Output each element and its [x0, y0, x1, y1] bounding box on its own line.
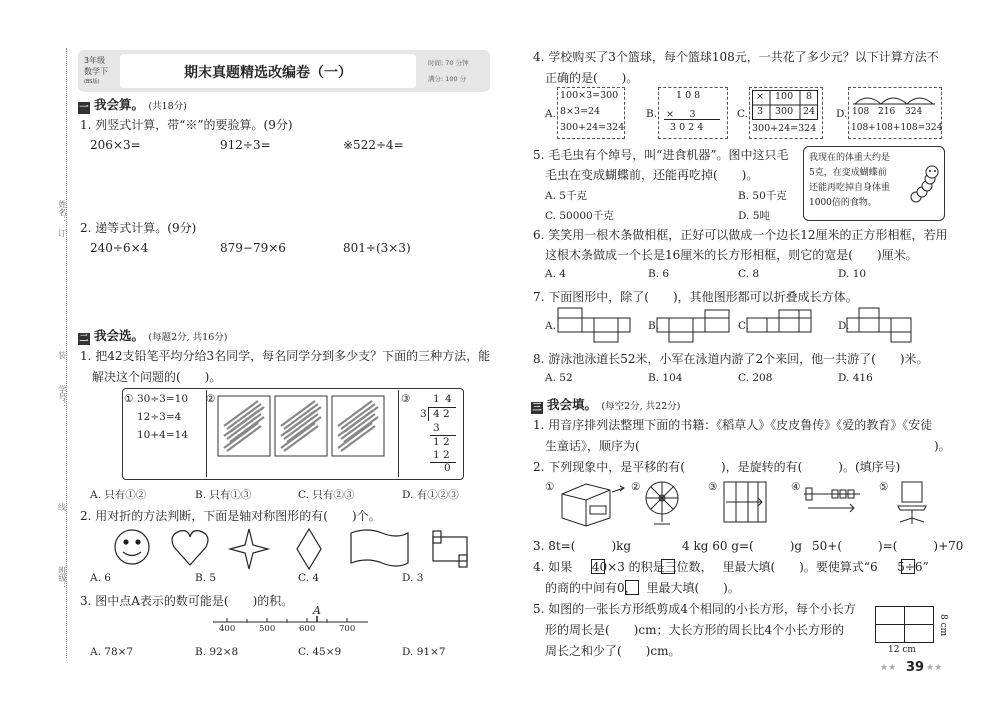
- r-q6-line2: 这根木条做成一个长是16厘米的长方形相框，则它的宽是( )厘米。: [545, 248, 918, 262]
- method-2-label: ②: [206, 393, 216, 405]
- s2-q1-opt: A. 只有①②: [90, 489, 147, 501]
- method-1-label: ①: [124, 393, 134, 405]
- number-line-tick: 400: [219, 624, 236, 634]
- binding-char-ding: 订: [58, 229, 66, 238]
- f3-part: 3. 8t=( )kg: [533, 539, 632, 553]
- bubble-line: 还能再吃掉自身体重: [809, 183, 891, 193]
- class-label: 班级：: [58, 566, 67, 590]
- abacus-icon: [804, 488, 860, 512]
- s2-q3-opt: C. 45×9: [298, 646, 342, 658]
- s1-q1: 1. 列竖式计算，带“※”的要验算。(9分): [80, 118, 293, 132]
- section-3-badge: 三: [532, 403, 542, 413]
- q6-opt: D. 10: [838, 268, 867, 280]
- s1-q1-item: 912÷3=: [220, 138, 271, 152]
- number-line-tick: 500: [259, 624, 276, 634]
- scroll-shape: [433, 531, 467, 567]
- q4-c-sum: 300+24=324: [752, 123, 817, 134]
- division-dividend: 4 2: [433, 408, 450, 420]
- pencil-group: [275, 396, 327, 456]
- q4-d-value: 324: [905, 107, 923, 117]
- method-3-label: ③: [401, 393, 411, 405]
- section-3-note: (每空2分, 共22分): [601, 401, 681, 412]
- division-quotient-digit: 4: [445, 393, 452, 405]
- q5-opt: B. 50千克: [738, 190, 787, 202]
- f2-num: ②: [631, 481, 641, 493]
- blank-box: [901, 559, 915, 574]
- f4-line1: 4. 如果 40×3 的积是三位数， 里最大填( )。要使算式“6 5÷6”: [533, 560, 929, 574]
- section-2-note: (每题2分, 共16分): [148, 332, 228, 343]
- r-q8: 8. 游泳池泳道长52米，小军在泳道内游了2个来回，他一共游了( )米。: [533, 352, 929, 366]
- r-q4-line2: 正确的是( )。: [545, 71, 639, 85]
- q4-option-letter: B.: [646, 108, 658, 120]
- rect-height-label: 8 cm: [938, 614, 948, 637]
- net-c: [747, 310, 811, 332]
- q4-option-letter: C.: [737, 108, 748, 120]
- flag-shape: [351, 530, 408, 566]
- q4-d-value: 216: [878, 107, 896, 117]
- s1-q2-item: 879−79×6: [220, 241, 286, 255]
- s2-q1-opt: B. 只有①③: [195, 489, 252, 501]
- fan-icon: [646, 482, 678, 524]
- division-step: 1 2: [433, 449, 450, 461]
- q5-opt: D. 5吨: [738, 210, 770, 222]
- rectangle-diagram: [875, 606, 937, 646]
- number-line-point-label: A: [313, 604, 321, 617]
- q4-c-cell: 8: [806, 91, 813, 102]
- q6-opt: C. 8: [738, 268, 760, 280]
- edition-label: (BS版): [84, 79, 100, 85]
- section-3-title: 我会填。: [547, 397, 598, 412]
- pencil-groups-illustration: [218, 396, 393, 458]
- q8-opt: C. 208: [738, 372, 773, 384]
- net-a: [558, 308, 630, 342]
- pencil-group: [332, 396, 384, 456]
- s2-q3-opt: B. 92×8: [195, 646, 239, 658]
- s1-q1-item: 206×3=: [90, 138, 141, 152]
- r-q7: 7. 下面图形中，除了( )，其他图形都可以折叠成长方体。: [533, 290, 858, 304]
- s2-q1-opt: D. 有①②③: [402, 489, 459, 501]
- division-step: 1 2: [433, 436, 450, 448]
- heart-shape: [172, 531, 208, 565]
- division-bracket: [428, 407, 429, 421]
- q6-opt: B. 6: [648, 268, 670, 280]
- s2-q2-opt: D. 3: [402, 572, 424, 584]
- method-1-line: 10+4=14: [137, 429, 188, 441]
- bubble-line: 5克，在变成蝴蝶前: [809, 168, 887, 178]
- name-label: 姓名：: [58, 200, 67, 224]
- f2: 2. 下列现象中，是平移的有( )，是旋转的有( )。(填序号): [533, 460, 901, 474]
- section-2-badge: 二: [79, 334, 89, 344]
- q5-opt: A. 5千克: [545, 190, 587, 202]
- q4-a-line: 8×3=24: [560, 106, 601, 117]
- blank-box: [625, 580, 639, 595]
- q4-b-line: 1 0 8: [676, 90, 701, 101]
- s2-q3: 3. 图中点A表示的数可能是( )的积。: [80, 594, 294, 608]
- q5-opt: C. 50000千克: [545, 210, 614, 222]
- q4-b-line: × 3: [666, 109, 696, 120]
- s2-q2-opt: C. 4: [298, 572, 320, 584]
- s1-q1-item: ※522÷4=: [343, 138, 404, 152]
- s1-q2: 2. 递等式计算。(9分): [80, 221, 197, 235]
- f2-num: ③: [708, 481, 718, 493]
- blank-box: [661, 559, 675, 574]
- section-1-note: (共18分): [148, 101, 187, 112]
- f3-part: 4 kg 60 g=( )g: [682, 539, 803, 553]
- q7-letter: B.: [648, 320, 660, 332]
- q7-letter: D.: [838, 320, 850, 332]
- pencil-group: [218, 396, 270, 456]
- page-number: 39: [906, 660, 925, 675]
- star-decoration: ★★: [880, 663, 897, 673]
- s2-q3-opt: D. 91×7: [402, 646, 446, 658]
- f5-line1: 5. 如图的一张长方形纸剪成4个相同的小长方形，每个小长方: [533, 602, 856, 616]
- smiley-shape: [115, 530, 149, 564]
- number-line-tick: 700: [339, 624, 356, 634]
- section-2-title: 我会选。: [94, 328, 145, 343]
- window-icon: [724, 482, 766, 522]
- blank-box: [591, 559, 605, 574]
- net-d: [847, 308, 911, 342]
- q4-c-cell: 300: [775, 106, 794, 117]
- q4-d-value: 108: [852, 107, 870, 117]
- grade-box: [84, 55, 114, 88]
- division-divisor: 3: [420, 408, 427, 420]
- f2-num: ①: [545, 481, 555, 493]
- f1-close: )。: [934, 439, 951, 453]
- drawer-icon: [562, 484, 624, 526]
- box-nets: [556, 308, 956, 344]
- star-shape: [230, 529, 268, 569]
- s2-q2: 2. 用对折的方法判断，下面是轴对称图形的有( )个。: [80, 509, 381, 523]
- q8-opt: B. 104: [648, 372, 683, 384]
- q4-d-jumps: [851, 91, 937, 107]
- diamond-shape: [297, 529, 321, 569]
- q4-c-cell: ×: [756, 91, 764, 102]
- f5-line2: 形的周长是( )cm；大长方形的周长比4个小长方形的: [545, 623, 845, 637]
- number-line-tick: 600: [299, 624, 316, 634]
- subject-label: 数学下: [84, 67, 108, 76]
- method-1-line: 12÷3=4: [137, 411, 182, 423]
- division-step: 0: [444, 462, 451, 474]
- section-1-badge: 一: [79, 103, 89, 113]
- q4-c-cell: 24: [803, 106, 816, 117]
- s2-q1-line2: 解决这个问题的( )。: [92, 370, 222, 384]
- methods-divider: [398, 390, 399, 477]
- binding-char-xian: 线: [58, 503, 66, 512]
- motion-pictures: [558, 480, 958, 528]
- s2-q2-opt: B. 5: [195, 572, 217, 584]
- grade-label: 3年级: [84, 56, 106, 65]
- section-2-heading: [78, 326, 227, 345]
- method-1-line: 30÷3=10: [137, 393, 188, 405]
- r-q4-line1: 4. 学校购买了3个篮球，每个篮球108元，一共花了多少元？以下计算方法不: [533, 50, 939, 64]
- f5-line3: 周长之和少了( )cm。: [545, 644, 681, 658]
- bubble-line: 我现在的体重大约是: [809, 153, 891, 163]
- q4-c-cell: 100: [775, 91, 794, 102]
- s2-q3-opt: A. 78×7: [90, 646, 134, 658]
- time-label: 时间: 70 分钟: [428, 59, 469, 67]
- net-b: [657, 310, 729, 342]
- caterpillar-icon: [908, 165, 942, 205]
- q4-a-line: 100×3=300: [560, 90, 619, 101]
- f2-num: ⑤: [879, 481, 889, 493]
- s1-q2-item: 240÷6×4: [90, 241, 149, 255]
- q4-c-cell: 3: [757, 106, 764, 117]
- section-1-heading: [78, 95, 187, 114]
- f1-line1: 1. 用音序排列法整理下面的书籍：《稻草人》《皮皮鲁传》《爱的教育》《安徒: [533, 418, 933, 432]
- s2-q1-opt: C. 只有②③: [298, 489, 355, 501]
- r-q5-line1: 5. 毛毛虫有个绰号，叫“进食机器”。图中这只毛: [533, 148, 789, 162]
- s1-q2-item: 801÷(3×3): [343, 241, 411, 255]
- page-title: 期末真题精选改编卷（一）: [184, 65, 352, 81]
- r-q5-line2: 毛虫在变成蝴蝶前，还能再吃掉( )。: [545, 168, 759, 182]
- score-label: 满分: 100 分: [428, 75, 467, 83]
- binding-char-zhuang: 装: [58, 351, 66, 360]
- chair-icon: [898, 482, 926, 524]
- q4-b-rule: [664, 119, 720, 120]
- symmetry-shapes: [112, 525, 492, 575]
- f3-part: 50+( )=( )+70: [812, 539, 964, 553]
- q7-letter: C.: [738, 320, 749, 332]
- q4-d-sum: 108+108+108=324: [851, 123, 943, 133]
- q4-option-letter: A.: [545, 108, 556, 120]
- r-q6-line1: 6. 笑笑用一根木条做相框，正好可以做成一个边长12厘米的正方形相框，若用: [533, 228, 948, 242]
- q8-opt: A. 52: [545, 372, 573, 384]
- q4-option-letter: D.: [836, 108, 848, 120]
- division-quotient-digit: 1: [433, 393, 440, 405]
- star-decoration: ★★: [926, 663, 943, 673]
- f4-line2: 的商的中间有0， 里最大填( )。: [545, 581, 740, 595]
- speech-bubble-text: [809, 151, 890, 211]
- s2-q1-line1: 1. 把42支铅笔平均分给3名同学，每名同学分到多少支？下面的三种方法，能: [80, 349, 491, 363]
- q8-opt: D. 416: [838, 372, 873, 384]
- s2-q2-opt: A. 6: [90, 572, 111, 584]
- q7-letter: A.: [545, 320, 556, 332]
- q4-a-line: 300+24=324: [560, 122, 625, 133]
- q6-opt: A. 4: [545, 268, 566, 280]
- xuehao-label: 学号：: [58, 385, 67, 409]
- division-step: 3: [433, 422, 440, 434]
- bubble-line: 1000倍的食物。: [809, 198, 877, 208]
- q4-b-line: 3 0 2 4: [670, 122, 704, 133]
- section-1-title: 我会算。: [94, 97, 145, 112]
- f2-num: ④: [791, 481, 801, 493]
- division-rule: [430, 462, 456, 463]
- rect-width-label: 12 cm: [888, 645, 916, 655]
- f1-line2: 生童话》，顺序为(: [545, 439, 640, 453]
- section-3-heading: [531, 395, 680, 414]
